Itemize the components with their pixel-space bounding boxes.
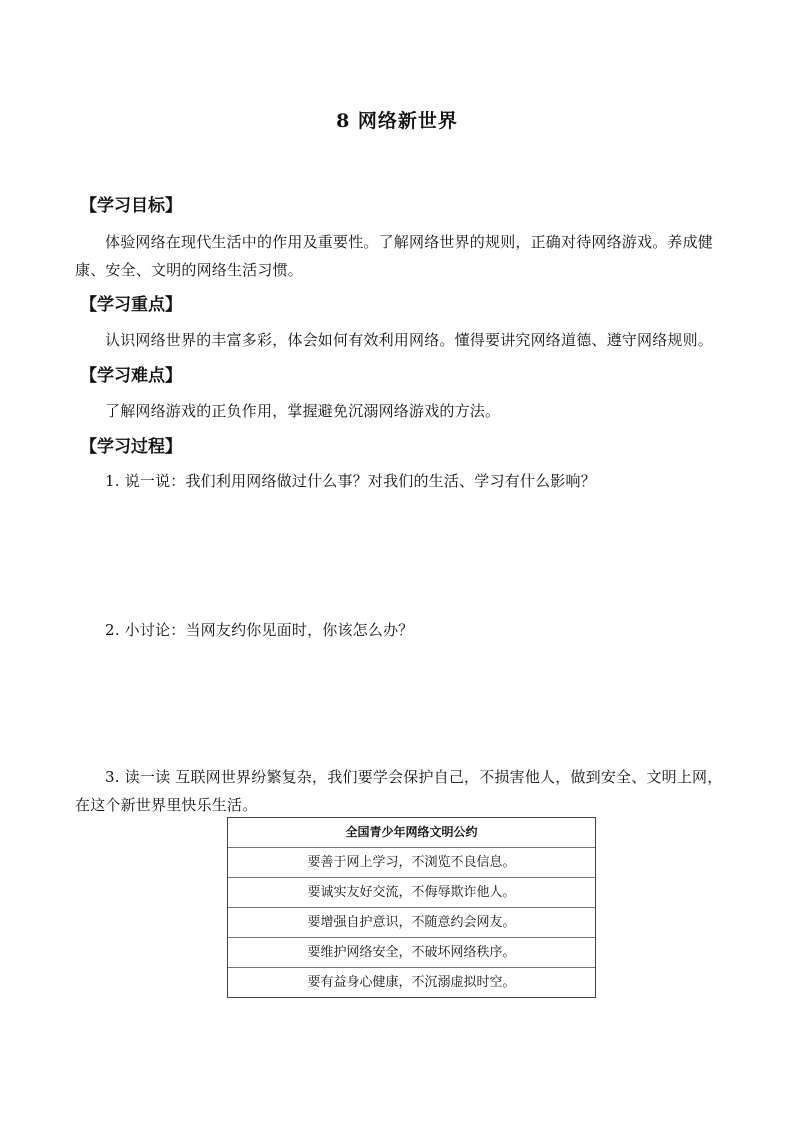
question-1: 1. 说一说：我们利用网络做过什么事？对我们的生活、学习有什么影响？	[105, 472, 596, 490]
heading-learning-process: 【学习过程】	[80, 437, 182, 457]
heading-learning-difficulty: 【学习难点】	[80, 366, 182, 386]
heading-learning-goal: 【学习目标】	[80, 196, 182, 216]
question-3: 3. 读一读 互联网世界纷繁复杂，我们要学会保护自己，不损害他人，做到安全、文明上网，在这个新世界里快乐生活。	[75, 768, 723, 814]
convention-row: 要诚实友好交流，不侮辱欺诈他人。	[228, 877, 595, 907]
learning-focus-text: 认识网络世界的丰富多彩，体会如何有效利用网络。懂得要讲究网络道德、遵守网络规则。	[105, 331, 714, 349]
convention-table	[227, 817, 596, 998]
convention-table-title: 全国青少年网络文明公约	[345, 825, 478, 839]
heading-learning-focus: 【学习重点】	[80, 295, 182, 315]
learning-goal-text: 体验网络在现代生活中的作用及重要性。了解网络世界的规则，正确对待网络游戏。养成健康、安全、文明的网络生活习惯。	[75, 233, 714, 279]
convention-row: 要增强自护意识，不随意约会网友。	[228, 907, 595, 937]
question-2: 2. 小讨论：当网友约你见面时，你该怎么办？	[105, 621, 414, 639]
convention-row: 要善于网上学习，不浏览不良信息。	[228, 847, 595, 877]
convention-row: 要维护网络安全，不破坏网络秩序。	[228, 937, 595, 967]
page-title: 8 网络新世界	[336, 110, 458, 132]
learning-difficulty-text: 了解网络游戏的正负作用，掌握避免沉溺网络游戏的方法。	[105, 402, 501, 420]
convention-row: 要有益身心健康，不沉溺虚拟时空。	[228, 967, 595, 997]
